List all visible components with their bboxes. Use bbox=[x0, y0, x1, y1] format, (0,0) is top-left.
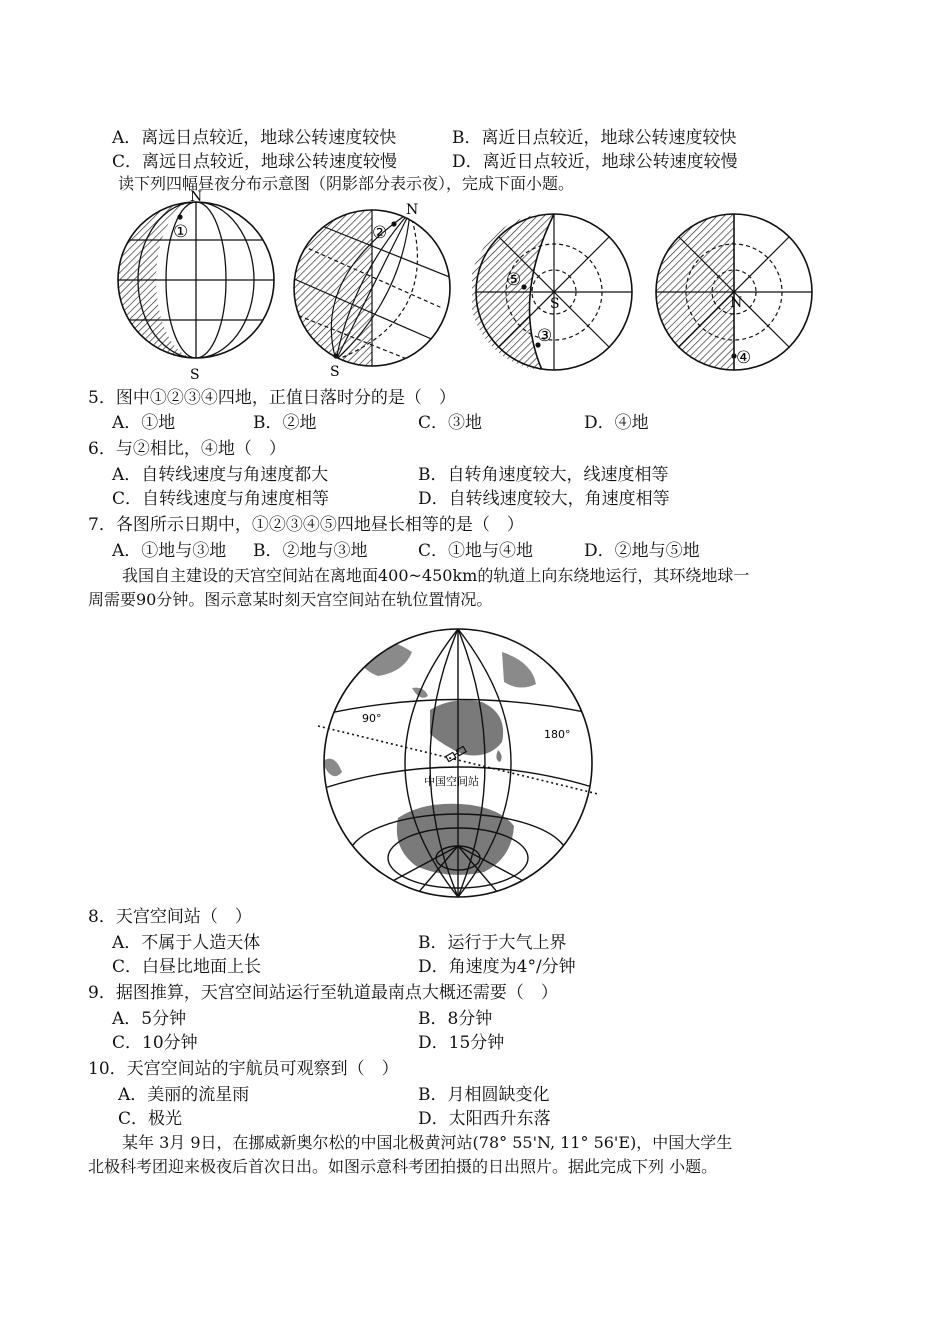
q7-option-c: C．①地与④地 bbox=[418, 541, 534, 561]
north-pole-label: N bbox=[730, 295, 743, 311]
marker-4-label: ④ bbox=[736, 348, 752, 368]
q10-option-c: C．极光 bbox=[118, 1109, 183, 1129]
q4-option-d: D．离近日点较近，地球公转速度较慢 bbox=[452, 152, 738, 172]
intro-space-station-line1: 我国自主建设的天宫空间站在离地面400~450km的轨道上向东绕地运行，其环绕地球一 bbox=[122, 566, 750, 585]
q4-option-a: A．离远日点较近，地球公转速度较快 bbox=[112, 128, 397, 148]
q7-stem: 7．各图所示日期中，①②③④⑤四地昼长相等的是（ ） bbox=[88, 515, 524, 535]
q10-option-a: A．美丽的流星雨 bbox=[118, 1085, 250, 1105]
q9-option-a: A．5分钟 bbox=[112, 1009, 187, 1029]
q5-option-d: D．④地 bbox=[584, 413, 649, 433]
q8-option-d: D．角速度为4°/分钟 bbox=[418, 957, 576, 977]
intro-arctic-line1: 某年 3月 9日，在挪威新奥尔松的中国北极黄河站(78° 55'N, 11° 56'E)，中国大学生 bbox=[122, 1133, 733, 1152]
q9-option-b: B．8分钟 bbox=[418, 1009, 493, 1029]
q9-option-d: D．15分钟 bbox=[418, 1033, 505, 1053]
north-label: N bbox=[190, 190, 203, 205]
q10-option-b: B．月相圆缺变化 bbox=[418, 1085, 550, 1105]
q7-option-b: B．②地与③地 bbox=[253, 541, 368, 561]
q7-option-d: D．②地与⑤地 bbox=[584, 541, 700, 561]
q6-option-b: B．自转角速度较大，线速度相等 bbox=[418, 465, 669, 485]
south-pole-label: S bbox=[550, 296, 560, 312]
intro-day-night: 读下列四幅昼夜分布示意图（阴影部分表示夜），完成下面小题。 bbox=[118, 174, 575, 193]
q5-option-a: A．①地 bbox=[112, 413, 176, 433]
figure-2-day-night-globe bbox=[292, 198, 462, 380]
q10-stem: 10．天宫空间站的宇航员可观察到（ ） bbox=[88, 1059, 399, 1079]
q8-option-b: B．运行于大气上界 bbox=[418, 933, 567, 953]
marker-5-label: ⑤ bbox=[506, 270, 522, 290]
q8-option-c: C．白昼比地面上长 bbox=[112, 957, 262, 977]
q6-stem: 6．与②相比，④地（ ） bbox=[88, 439, 286, 459]
longitude-180-label: 180° bbox=[544, 728, 571, 741]
q10-option-d: D．太阳西升东落 bbox=[418, 1109, 551, 1129]
q6-option-d: D．自转线速度较大，角速度相等 bbox=[418, 489, 670, 509]
longitude-90-label: 90° bbox=[362, 712, 382, 725]
north-label: N bbox=[406, 202, 419, 218]
space-station-label: 中国空间站 bbox=[424, 775, 479, 788]
marker-2-label: ② bbox=[372, 223, 388, 243]
figure-4-polar-view bbox=[652, 210, 816, 374]
q6-option-a: A．自转线速度与角速度都大 bbox=[112, 465, 329, 485]
south-label: S bbox=[190, 367, 200, 380]
q4-option-b: B．离近日点较近，地球公转速度较快 bbox=[452, 128, 737, 148]
marker-3-label: ③ bbox=[537, 326, 553, 346]
q5-option-b: B．②地 bbox=[253, 413, 317, 433]
space-station-globe bbox=[312, 622, 608, 900]
intro-arctic-line2: 北极科考团迎来极夜后首次日出。如图示意科考团拍摄的日出照片。据此完成下列 小题。 bbox=[88, 1157, 718, 1176]
q5-option-c: C．③地 bbox=[418, 413, 483, 433]
q5-stem: 5．图中①②③④四地，正值日落时分的是（ ） bbox=[88, 388, 456, 408]
figure-3-polar-view bbox=[472, 210, 636, 374]
q9-option-c: C．10分钟 bbox=[112, 1033, 198, 1053]
marker-1-label: ① bbox=[173, 222, 189, 242]
south-label: S bbox=[330, 364, 340, 380]
q9-stem: 9．据图推算，天宫空间站运行至轨道最南点大概还需要（ ） bbox=[88, 983, 558, 1003]
intro-space-station-line2: 周需要90分钟。图示意某时刻天宫空间站在轨位置情况。 bbox=[88, 590, 493, 609]
figure-1-day-night-globe bbox=[110, 190, 280, 380]
q8-stem: 8．天宫空间站（ ） bbox=[88, 907, 252, 927]
q6-option-c: C．自转线速度与角速度相等 bbox=[112, 489, 330, 509]
q4-option-c: C．离远日点较近，地球公转速度较慢 bbox=[112, 152, 398, 172]
q8-option-a: A．不属于人造天体 bbox=[112, 933, 261, 953]
q7-option-a: A．①地与③地 bbox=[112, 541, 227, 561]
